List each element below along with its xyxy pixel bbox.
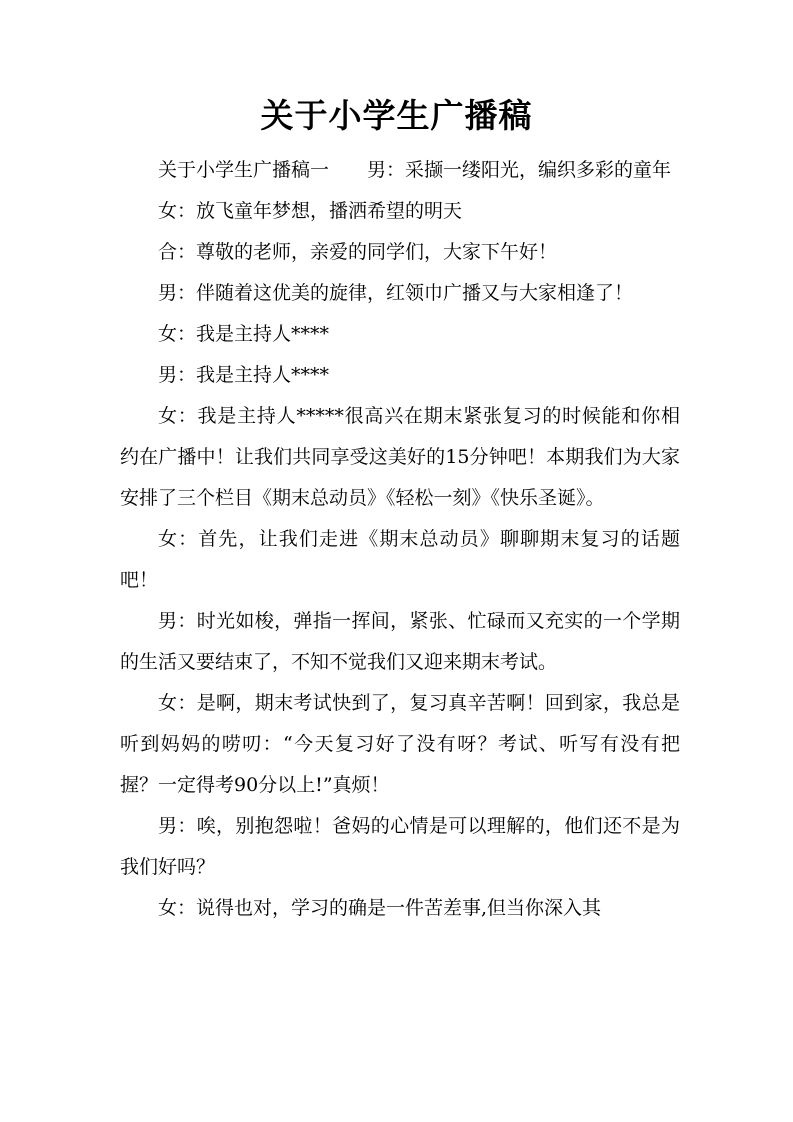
paragraph: 男：唉，别抱怨啦！爸妈的心情是可以理解的，他们还不是为我们好吗？	[120, 815, 680, 878]
paragraph: 关于小学生广播稿一 男：采撷一缕阳光，编织多彩的童年	[158, 159, 672, 181]
paragraph: 男：伴随着这优美的旋律，红领巾广播又与大家相逢了！	[158, 282, 634, 304]
paragraph: 男：我是主持人****	[158, 364, 330, 386]
paragraph: 女：我是主持人****	[158, 323, 330, 345]
document-body	[120, 150, 680, 929]
paragraph: 男：时光如梭，弹指一挥间，紧张、忙碌而又充实的一个学期的生活又要结束了，不知不觉我们又迎来期末考试。	[120, 610, 680, 673]
paragraph: 女：我是主持人*****很高兴在期末紧张复习的时候能和你相约在广播中！让我们共同享受这美好的15分钟吧！本期我们为大家安排了三个栏目《期末总动员》《轻松一刻》《快乐圣诞》。	[120, 405, 680, 509]
document-title: 关于小学生广播稿	[260, 96, 533, 135]
paragraph: 合：尊敬的老师，亲爱的同学们，大家下午好！	[158, 241, 558, 263]
paragraph: 女：首先，让我们走进《期末总动员》聊聊期末复习的话题吧！	[120, 528, 680, 591]
paragraph: 女：放飞童年梦想，播洒希望的明天	[158, 200, 463, 222]
paragraph: 女：是啊，期末考试快到了，复习真辛苦啊！回到家，我总是听到妈妈的唠叨：“今天复习好了没有呀？考试、听写有没有把握？一定得考90分以上!”真烦！	[120, 692, 680, 796]
paragraph: 女：说得也对，学习的确是一件苦差事,但当你深入其	[158, 897, 602, 919]
